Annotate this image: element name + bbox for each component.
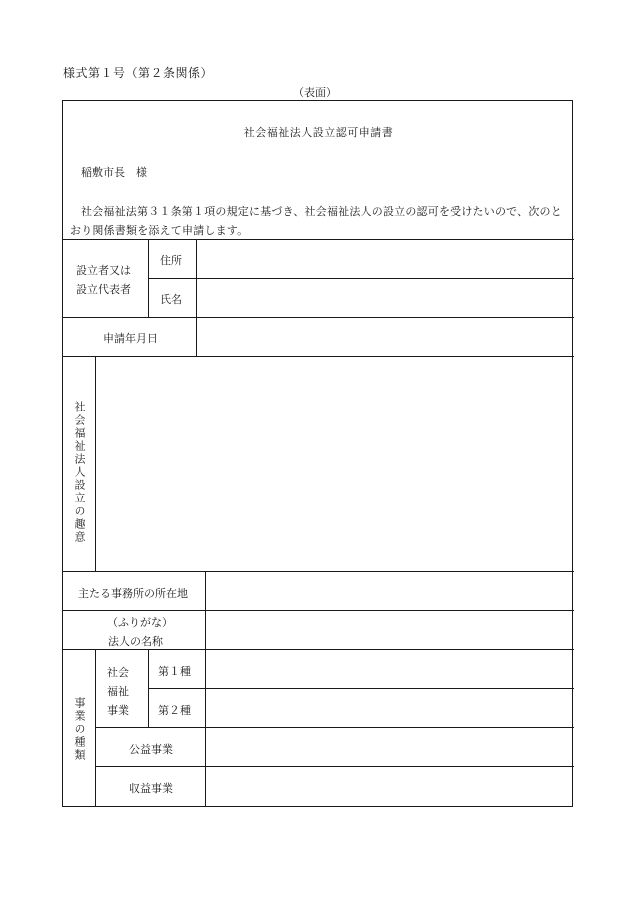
application-date-field[interactable]	[201, 319, 571, 354]
application-form	[62, 100, 573, 807]
form-title: 社会福祉法人設立認可申請書	[243, 126, 394, 139]
type1-label: 第１種	[158, 665, 191, 678]
business-type-label: 事業の種類	[73, 697, 86, 762]
welfare-label-line3: 事業	[107, 704, 129, 717]
profit-business-field[interactable]	[209, 768, 571, 803]
application-statement: 社会福祉法第３１条第１項の規定に基づき、社会福祉法人の設立の認可を受けたいので、次のとおり関係書類を添えて申請します。	[70, 205, 562, 237]
profit-business-label: 収益事業	[129, 782, 173, 795]
corp-name-label: 法人の名称	[108, 635, 163, 648]
corp-name-field[interactable]	[209, 612, 571, 647]
purpose-label: 社会福祉法人設立の趣意	[73, 401, 86, 544]
form-number: 様式第１号（第２条関係）	[63, 66, 214, 80]
office-location-field[interactable]	[209, 573, 571, 608]
name-field[interactable]	[201, 280, 571, 315]
purpose-field[interactable]	[99, 359, 571, 569]
founder-label-line2: 設立代表者	[76, 283, 131, 296]
public-business-field[interactable]	[209, 729, 571, 764]
founder-label-line1: 設立者又は	[76, 264, 131, 277]
furigana-label: （ふりがな）	[107, 616, 173, 629]
type1-field[interactable]	[209, 651, 571, 686]
address-field[interactable]	[201, 241, 571, 276]
type2-label: 第２種	[158, 704, 191, 717]
page-side-label: （表面）	[293, 86, 337, 99]
address-label: 住所	[160, 254, 182, 267]
public-business-label: 公益事業	[129, 743, 173, 756]
welfare-label-line1: 社会	[107, 666, 129, 679]
type2-field[interactable]	[209, 690, 571, 725]
application-date-label: 申請年月日	[103, 332, 158, 345]
name-label: 氏名	[160, 293, 182, 306]
welfare-label-line2: 福祉	[107, 685, 129, 698]
office-location-label: 主たる事務所の所在地	[78, 587, 188, 600]
addressee: 稲敷市長 様	[81, 166, 147, 179]
